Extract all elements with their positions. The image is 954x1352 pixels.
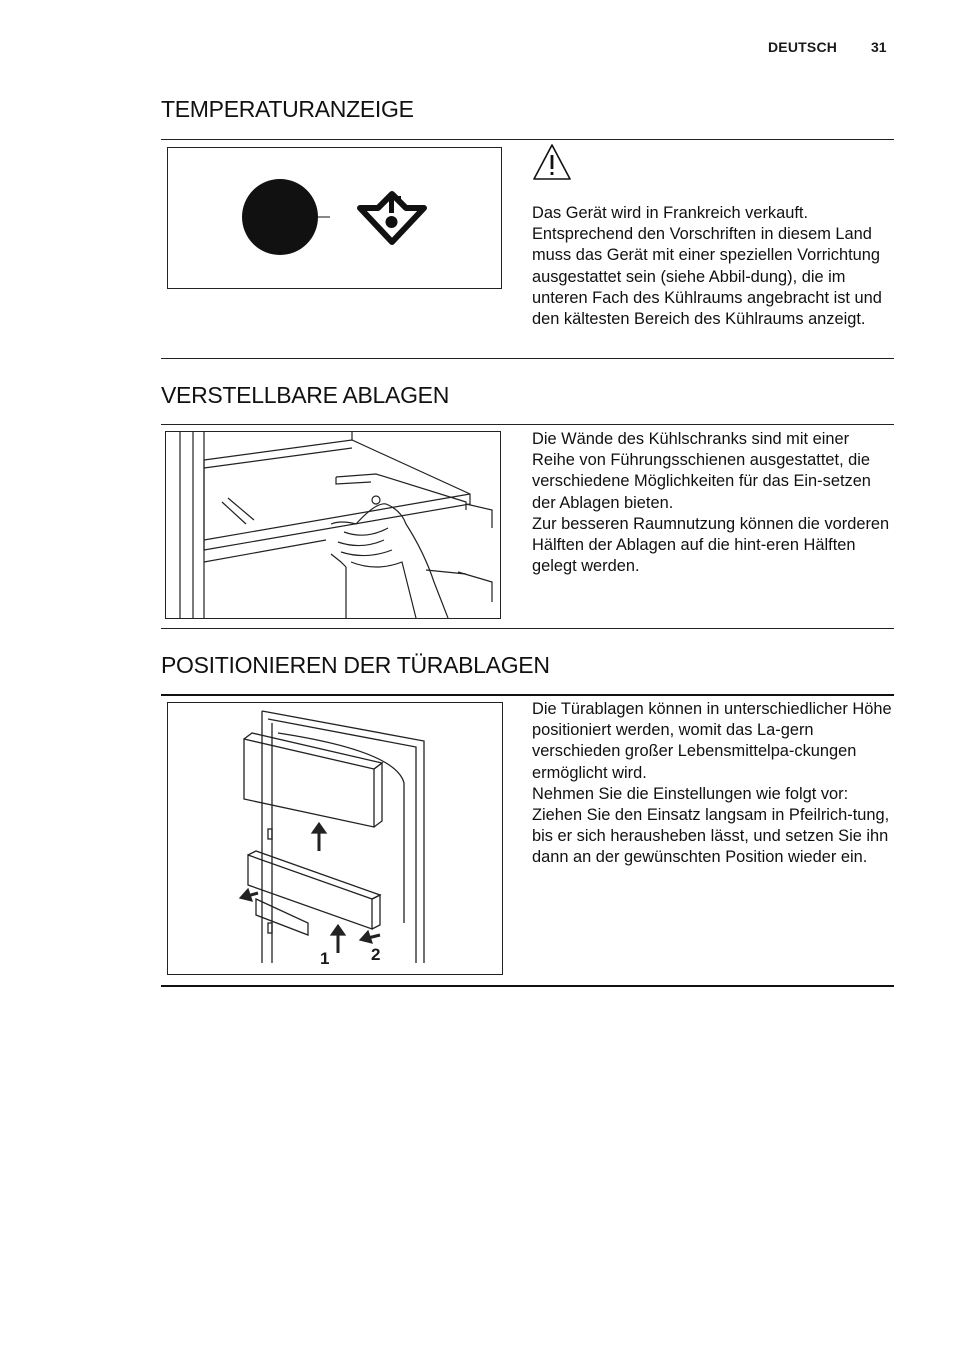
section-title-temperaturanzeige: TEMPERATURANZEIGE: [161, 96, 414, 122]
paragraph: Nehmen Sie die Einstellungen wie folgt vor: Ziehen Sie den Einsatz langsam in Pfeilrich-tung, bis er sich herausheben lässt, und setzen Sie ihn dann an der gewünschten Position wieder ein.: [532, 784, 890, 867]
section-divider: [161, 358, 894, 359]
header-language: DEUTSCH: [768, 39, 838, 55]
indicator-dot: [242, 179, 318, 255]
section-title-verstellbare-ablagen: VERSTELLBARE ABLAGEN: [161, 382, 450, 408]
paragraph: Das Gerät wird in Frankreich verkauft. Entsprechend den Vorschriften in diesem Land muss das Gerät mit einer speziellen Vorrichtung ausgestattet sein (siehe Abbil-dung), die im unteren Fach des Kühlraums angebracht ist und den kältesten Bereich des Kühlraums anzeigt.: [532, 204, 882, 329]
section-divider: [161, 139, 894, 140]
figure-label-2: 2: [371, 945, 381, 964]
temperature-indicator-figure: [167, 147, 502, 289]
temperature-description: [532, 203, 892, 330]
section-divider: [161, 985, 894, 987]
shelves-description: [532, 429, 892, 577]
paragraph: Zur besseren Raumnutzung können die vorderen Hälften der Ablagen auf die hint-eren Hälften gelegt werden.: [532, 514, 890, 576]
section-divider: [161, 694, 894, 696]
section-divider: [161, 424, 894, 425]
paragraph: Die Wände des Kühlschranks sind mit einer Reihe von Führungsschienen ausgestattet, die verschiedene Möglichkeiten für das Ein-setzen der Ablagen bieten.: [532, 430, 871, 512]
section-title-tuerablagen: POSITIONIEREN DER TÜRABLAGEN: [161, 652, 550, 678]
section-divider: [161, 628, 894, 629]
door-shelves-description: [532, 699, 892, 869]
door-shelves-figure: [167, 702, 503, 975]
page-number: 31: [871, 39, 887, 55]
figure-label-1: 1: [320, 949, 330, 968]
paragraph: Die Türablagen können in unterschiedlicher Höhe positioniert werden, womit das La-gern verschieden großer Lebensmittelpa-ckungen ermöglicht wird.: [532, 700, 892, 782]
adjustable-shelves-figure: [165, 431, 501, 619]
warning-icon: [532, 143, 572, 186]
